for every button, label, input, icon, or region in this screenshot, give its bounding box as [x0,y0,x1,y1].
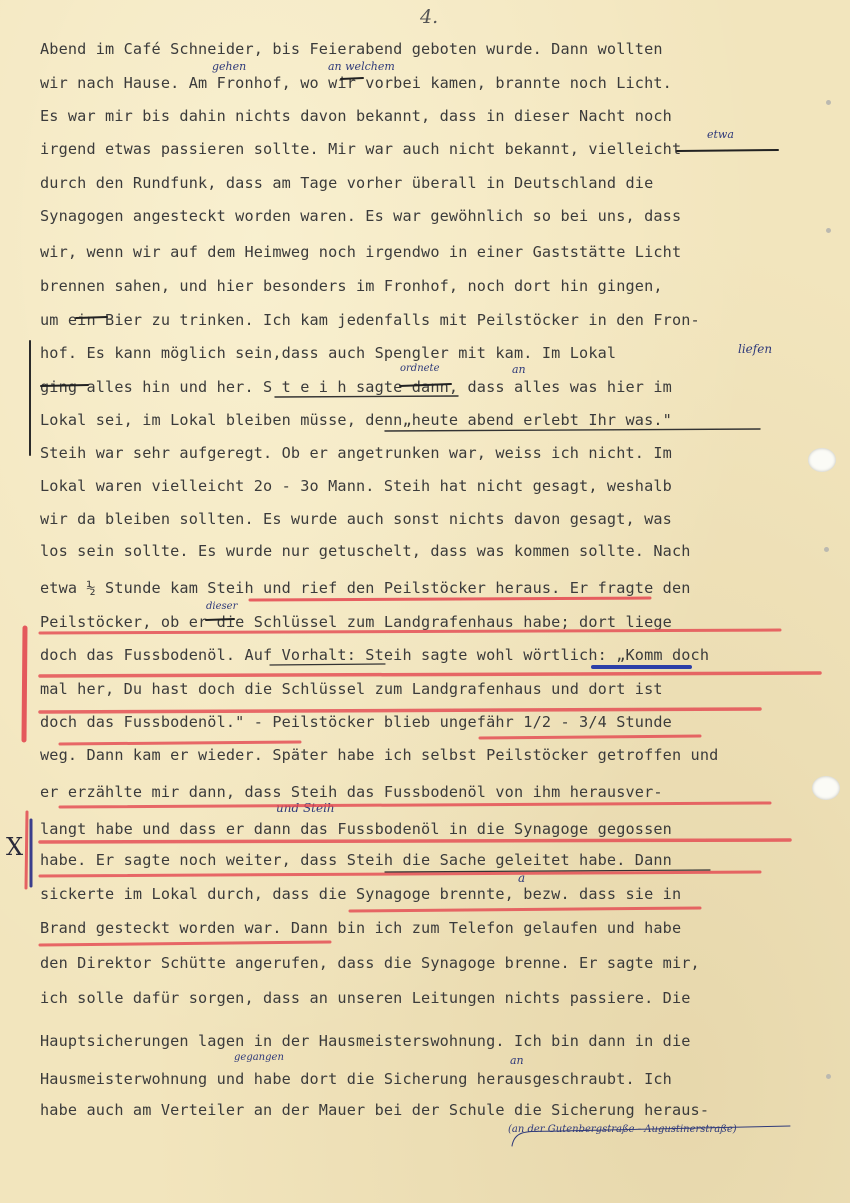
underline-red [60,803,770,807]
underline-red [40,709,760,712]
underline-red [60,742,300,744]
text-line: Steih war sehr aufgeregt. Ob er angetrunken war, weiss ich nicht. Im [40,444,672,462]
text-line: Abend im Café Schneider, bis Feierabend geboten wurde. Dann wollten [40,40,663,58]
text-line: wir da bleiben sollten. Es wurde auch sonst nichts davon gesagt, was [40,510,672,528]
text-line: langt habe und dass er dann das Fussbodenöl in die Synagoge gegossen [40,820,672,838]
handwritten-insertion: a [518,871,526,885]
text-line: doch das Fussbodenöl." - Peilstöcker blieb ungefähr 1/2 - 3/4 Stunde [40,713,672,731]
strike-through [400,384,451,386]
underline-red [250,598,650,600]
handwritten-insertion: etwa [707,128,734,141]
text-line: Lokal sei, im Lokal bleiben müsse, denn„heute abend erlebt Ihr was." [40,411,672,429]
text-line: habe auch am Verteiler an der Mauer bei der Schule die Sicherung heraus- [40,1101,710,1119]
handwritten-insertion: an welchem [328,60,395,73]
text-line: los sein sollte. Es wurde nur getuschelt, dass was kommen sollte. Nach [40,542,691,560]
handwritten-insertion: liefen [738,342,773,356]
handwritten-insertion: an [512,363,526,376]
margin-x-mark: X [6,833,24,861]
handwritten-insertion: an [510,1054,524,1067]
text-line: doch das Fussbodenöl. Auf Vorhalt: Steih sagte wohl wörtlich: „Komm doch [40,646,710,664]
text-line: ich solle dafür sorgen, dass an unseren Leitungen nichts passiere. Die [40,989,691,1007]
strike-through [76,317,107,318]
handwritten-insertion: dieser [206,601,238,612]
text-line: Lokal waren vielleicht 2o - 3o Mann. Steih hat nicht gesagt, weshalb [40,477,672,495]
text-line: hof. Es kann möglich sein,dass auch Spengler mit kam. Im Lokal [40,344,617,362]
text-line: Hauptsicherungen lagen in der Hausmeisterswohnung. Ich bin dann in die [40,1032,691,1050]
text-line: durch den Rundfunk, dass am Tage vorher überall in Deutschland die [40,174,654,192]
strike-through [206,619,234,620]
text-line: Es war mir bis dahin nichts davon bekannt, dass in dieser Nacht noch [40,107,672,125]
text-line: etwa ½ Stunde kam Steih und rief den Peilstöcker heraus. Er fragte den [40,579,691,597]
text-line: brennen sahen, und hier besonders im Fronhof, noch dort hin gingen, [40,277,663,295]
text-line: um ein Bier zu trinken. Ich kam jedenfalls mit Peilstöcker in den Fron- [40,311,700,329]
underline-red [40,872,760,876]
underline [385,429,760,431]
text-line: Brand gesteckt worden war. Dann bin ich zum Telefon gelaufen und habe [40,919,682,937]
underline-red [480,736,700,738]
text-line: mal her, Du hast doch die Schlüssel zum Landgrafenhaus und dort ist [40,680,663,698]
handwritten-insertion: und Steih [276,801,335,815]
strike-through [41,385,88,386]
text-line: wir, wenn wir auf dem Heimweg noch irgendwo in einer Gaststätte Licht [40,243,682,261]
text-line: den Direktor Schütte angerufen, dass die Synagoge brenne. Er sagte mir, [40,954,700,972]
underline-red [40,673,820,676]
handwritten-insertion: gehen [212,60,247,73]
bracket [512,1126,790,1146]
handwritten-insertion: gegangen [234,1052,284,1063]
text-line: Hausmeisterwohnung und habe dort die Sicherung herausgeschraubt. Ich [40,1070,672,1088]
text-line: Peilstöcker, ob er die Schlüssel zum Landgrafenhaus habe; dort liege [40,613,672,631]
margin-bar-red [26,812,27,888]
text-line: ging alles hin und her. S t e i h sagte dann, dass alles was hier im [40,378,672,396]
text-line: habe. Er sagte noch weiter, dass Steih die Sache geleitet habe. Dann [40,851,672,869]
text-line: er erzählte mir dann, dass Steih das Fussbodenöl von ihm herausver- [40,783,663,801]
text-line: irgend etwas passieren sollte. Mir war auch nicht bekannt, vielleicht [40,140,682,158]
handwritten-insertion: ordnete [400,363,440,374]
strike-through [341,78,363,79]
handwritten-insertion: (an der Gutenbergstraße - Augustinerstraße) [508,1124,737,1135]
underline-red [40,942,330,945]
text-line: sickerte im Lokal durch, dass die Synagoge brennte, bezw. dass sie in [40,885,682,903]
underline-red [40,840,790,842]
text-line: weg. Dann kam er wieder. Später habe ich selbst Peilstöcker getroffen und [40,746,719,764]
underline-red [350,908,700,911]
text-line: Synagogen angesteckt worden waren. Es war gewöhnlich so bei uns, dass [40,207,682,225]
page-number: 4. [420,6,439,28]
underline [270,664,385,665]
underline [275,396,458,397]
margin-bar-red [24,628,25,740]
underline-red [40,630,780,633]
text-line: wir nach Hause. Am Fronhof, wo wir vorbei kamen, brannte noch Licht. [40,74,672,92]
strike-through [677,150,778,151]
